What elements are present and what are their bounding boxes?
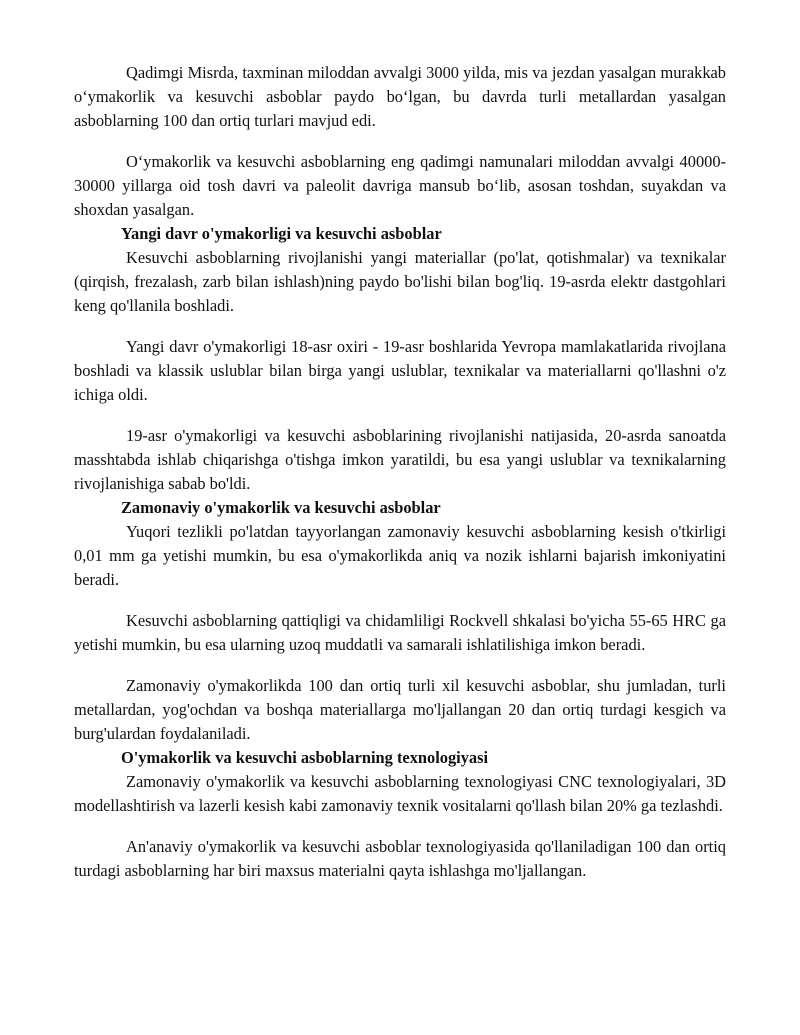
paragraph-cutting-sharpness: Yuqori tezlikli po'latdan tayyorlangan zamonaviy kesuvchi asboblarning kesish o'tkirligi 0,01 mm ga yetishi mumkin, bu esa o'ymakorlikda aniq va nozik ishlarni bajarish imkoniyatini beradi. [74, 522, 726, 589]
heading-contemporary-tools: Zamonaviy o'ymakorlik va kesuvchi asboblar [121, 498, 441, 517]
paragraph-europe-carving: Yangi davr o'ymakorligi 18-asr oxiri - 19-asr boshlarida Yevropa mamlakatlarida rivojlana boshladi va klassik uslublar bilan birga yangi uslublar, texnikalar va materiallarni qo'llashni o'z ichiga oldi. [74, 337, 726, 404]
paragraph-traditional-tools: An'anaviy o'ymakorlik va kesuvchi asboblar texnologiyasida qo'llaniladigan 100 dan ortiq turdagi asboblarning har biri maxsus materialni qayta ishlashga mo'ljallangan. [74, 837, 726, 880]
paragraph-tool-variety: Zamonaviy o'ymakorlikda 100 dan ortiq turli xil kesuvchi asboblar, shu jumladan, turli metallardan, yog'ochdan va boshqa materiallarga mo'ljallangan 20 dan ortiq turdagi kesgich va burg'ulardan foydalaniladi. [74, 676, 726, 743]
paragraph-stone-age: Oʻymakorlik va kesuvchi asboblarning eng qadimgi namunalari miloddan avvalgi 40000-30000 yillarga oid tosh davri va paleolit davriga mansub boʻlib, asosan toshdan, suyakdan va shoxdan yasalgan. [74, 152, 726, 219]
heading-modern-era: Yangi davr o'ymakorligi va kesuvchi asboblar [121, 224, 442, 243]
paragraph-materials-development: Kesuvchi asboblarning rivojlanishi yangi materiallar (po'lat, qotishmalar) va texnikalar (qirqish, frezalash, zarb bilan ishlash)ning paydo bo'lishi bilan bog'liq. 19-asrda elektr dastgohlari keng qo'llanila boshladi. [74, 248, 726, 315]
paragraph-cnc-technology: Zamonaviy o'ymakorlik va kesuvchi asboblarning texnologiyasi CNC texnologiyalari, 3D modellashtirish va lazerli kesish kabi zamonaviy texnik vositalarni qo'llash bilan 20% ga tezlashdi. [74, 772, 726, 815]
paragraph-hardness: Kesuvchi asboblarning qattiqligi va chidamliligi Rockvell shkalasi bo'yicha 55-65 HRC ga yetishi mumkin, bu esa ularning uzoq muddatli va samarali ishlatilishiga imkon beradi. [74, 611, 726, 654]
paragraph-ancient-egypt: Qadimgi Misrda, taxminan miloddan avvalgi 3000 yilda, mis va jezdan yasalgan murakkab oʻymakorlik va kesuvchi asboblar paydo boʻlgan, bu davrda turli metallardan yasalgan asboblarning 100 dan ortiq turlari mavjud edi. [74, 63, 726, 130]
paragraph-19th-century: 19-asr o'ymakorligi va kesuvchi asboblarining rivojlanishi natijasida, 20-asrda sanoatda masshtabda ishlab chiqarishga o'tishga imkon yaratildi, bu esa yangi uslublar va texnikalarning rivojlanishiga sabab bo'ldi. [74, 426, 726, 493]
document-page [74, 61, 726, 883]
heading-technology: O'ymakorlik va kesuvchi asboblarning texnologiyasi [121, 748, 489, 767]
